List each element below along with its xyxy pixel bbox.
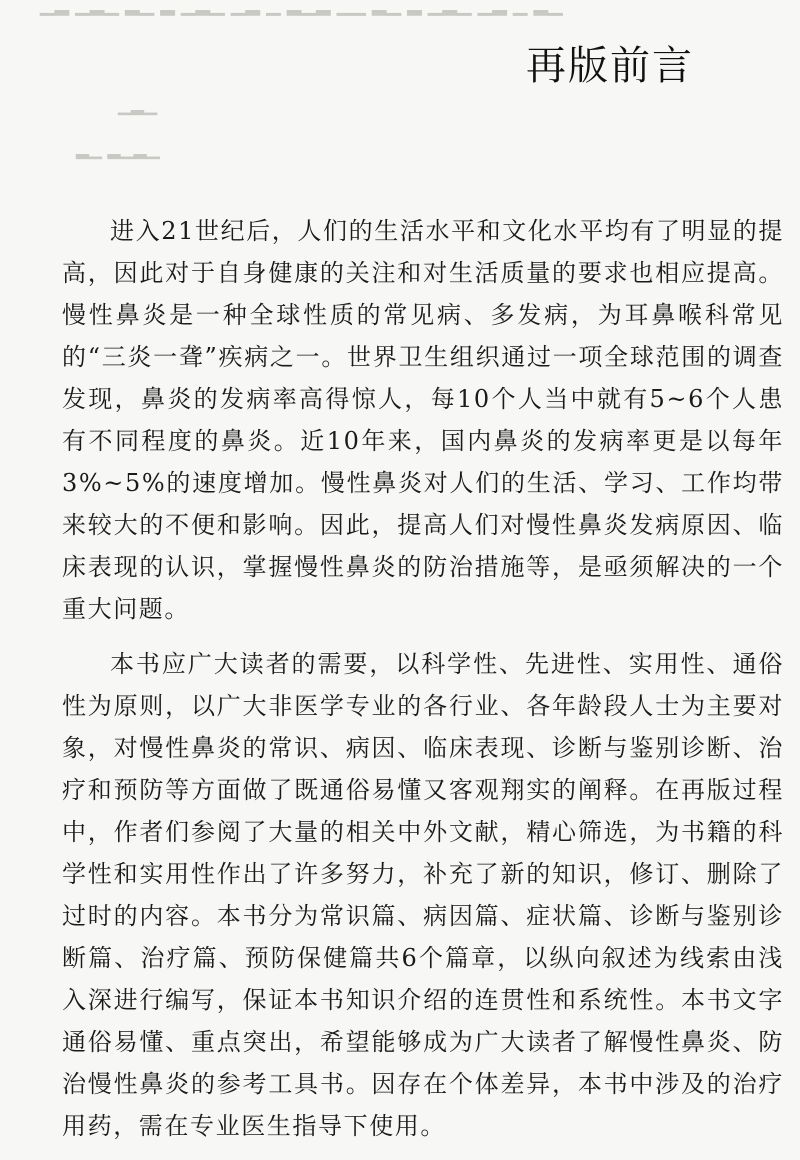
page-title: 再版前言 [526,43,694,89]
paragraph-2: 本书应广大读者的需要，以科学性、先进性、实用性、通俗性为原则，以广大非医学专业的各行业、各年龄段人士为主要对象，对慢性鼻炎的常识、病因、临床表现、诊断与鉴别诊断、治疗和预防等方面做了既通俗易懂又客观翔实的阐释。在再版过程中，作者们参阅了大量的相关中外文献，精心筛选，为书籍的科学性和实用性作出了许多努力，补充了新的知识，修订、删除了过时的内容。本书分为常识篇、病因篇、症状篇、诊断与鉴别诊断篇、治疗篇、预防保健篇共6个篇章，以纵向叙述为线索由浅入深进行编写，保证本书知识介绍的连贯性和系统性。本书文字通俗易懂、重点突出，希望能够成为广大读者了解慢性鼻炎、防治慢性鼻炎的参考工具书。因存在个体差异，本书中涉及的治疗用药，需在专业医生指导下使用。 [62,650,784,1140]
bleed-through-decoration: ▁▂ ▁ ▂▁ ▁▂▁ ▂ ▁▂ ▁▁ ▂▁▂ ▁ ▂▁ ▁▂▁ ▂ ▁▂ ▁▂▁ ▂▁ [40,0,563,16]
bleed-through-decoration: ▁▂▁▂ ▁▂ [76,140,160,160]
bleed-through-decoration: ▁▂▁ [118,96,158,116]
body-text [62,210,784,1160]
paragraph-1: 进入21世纪后，人们的生活水平和文化水平均有了明显的提高，因此对于自身健康的关注和对生活质量的要求也相应提高。慢性鼻炎是一种全球性质的常见病、多发病，为耳鼻喉科常见的“三炎一聋”疾病之一。世界卫生组织通过一项全球范围的调查发现，鼻炎的发病率高得惊人，每10个人当中就有5~6个人患有不同程度的鼻炎。近10年来，国内鼻炎的发病率更是以每年3%~5%的速度增加。慢性鼻炎对人们的生活、学习、工作均带来较大的不便和影响。因此，提高人们对慢性鼻炎发病原因、临床表现的认识，掌握慢性鼻炎的防治措施等，是亟须解决的一个重大问题。 [62,217,784,623]
